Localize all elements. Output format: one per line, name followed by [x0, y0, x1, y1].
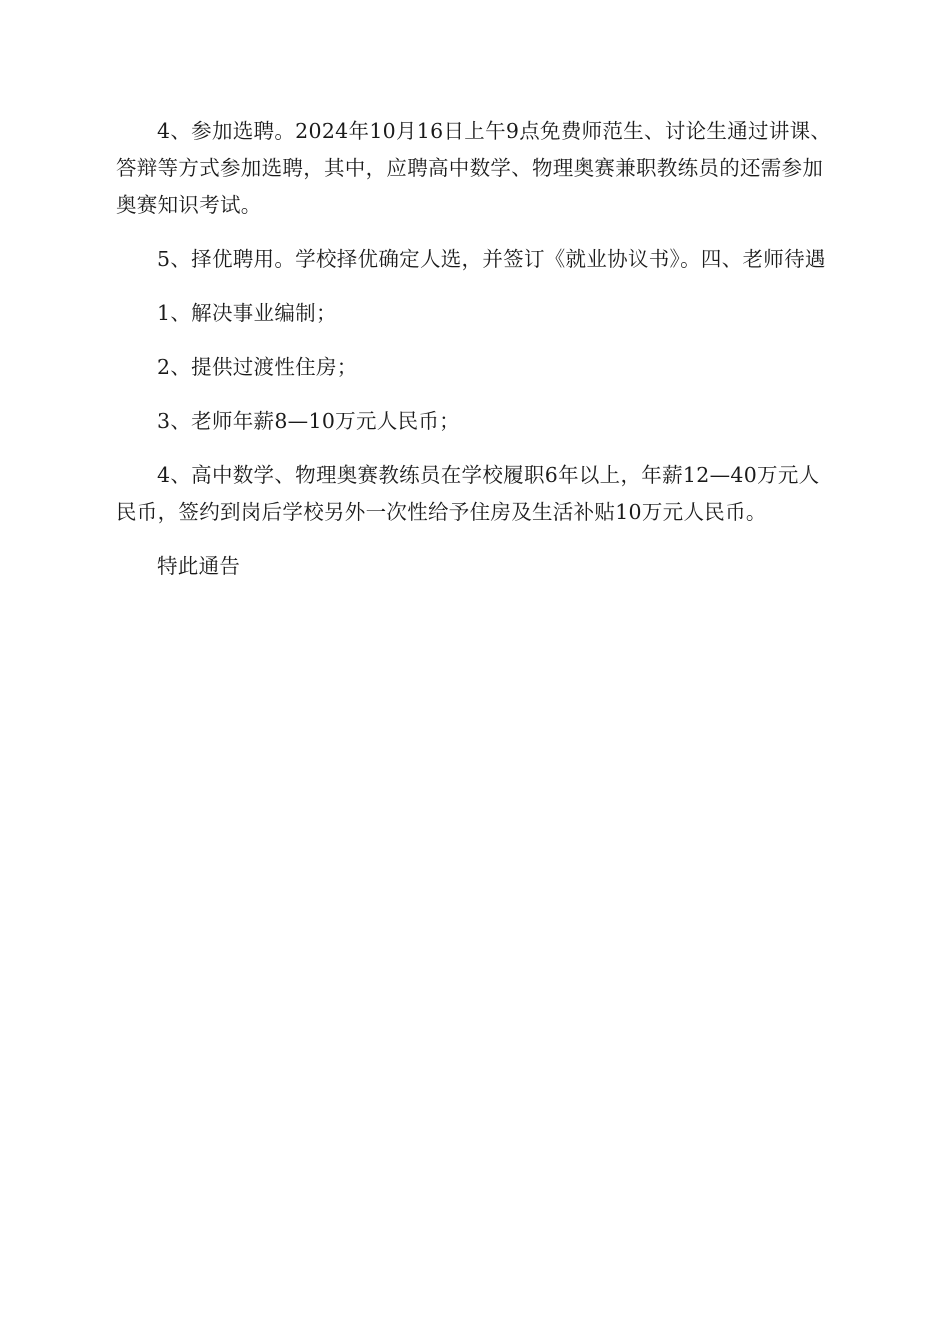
paragraph-hiring-step: 5、择优聘用。学校择优确定人选，并签订《就业协议书》。四、老师待遇 — [157, 247, 826, 271]
paragraph-benefit-housing: 2、提供过渡性住房； — [157, 355, 358, 379]
paragraph-benefit-staffing: 1、解决事业编制； — [157, 301, 337, 325]
paragraph-benefit-coach: 4、高中数学、物理奥赛教练员在学校履职6年以上，年薪12—40万元人民币，签约到岗后学校另外一次性给予住房及生活补贴10万元人民币。 — [116, 463, 820, 524]
paragraph-benefit-salary: 3、老师年薪8—10万元人民币； — [157, 409, 460, 433]
paragraph-selection-step: 4、参加选聘。2024年10月16日上午9点免费师范生、讨论生通过讲课、答辩等方式参加选聘，其中，应聘高中数学、物理奥赛兼职教练员的还需参加奥赛知识考试。 — [116, 119, 832, 217]
document-body — [116, 113, 836, 602]
paragraph-closing: 特此通告 — [157, 554, 241, 578]
